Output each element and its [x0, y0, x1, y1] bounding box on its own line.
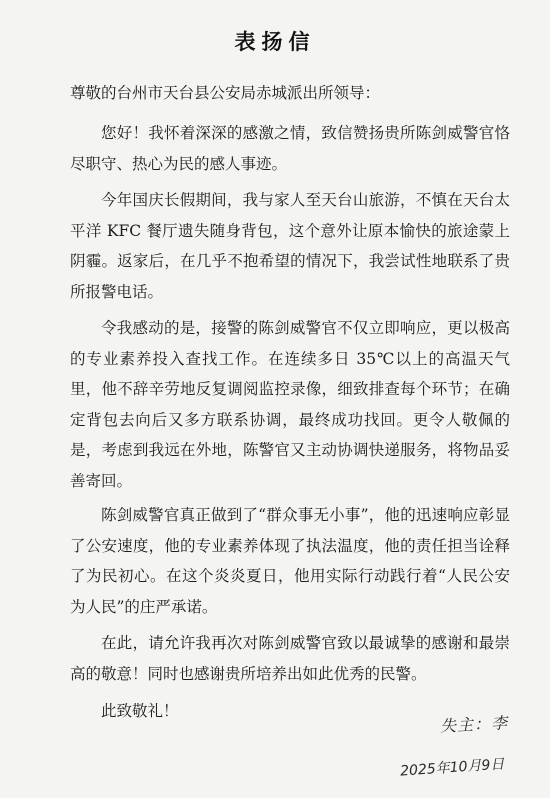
handwritten-date: 2025年10月9日 — [399, 756, 505, 780]
letter-salutation: 尊敬的台州市天台县公安局赤城派出所领导： — [70, 84, 381, 102]
letter-paragraph: 陈剑威警官真正做到了“群众事无小事”，他的迅速响应彰显了公安速度，他的专业素养体现了执法温度，他的责任担当诠释了为民初心。在这个炎炎夏日，他用实际行动践行着“人民公安为人民”的庄严承诺。 — [70, 506, 510, 616]
letter-paragraph: 您好！我怀着深深的感激之情，致信赞扬贵所陈剑威警官恪尽职守、热心为民的感人事迹。 — [70, 124, 510, 173]
letter-closing: 此致敬礼！ — [101, 702, 179, 720]
handwritten-signature: 失主：李 — [439, 713, 509, 736]
letter-title: 表扬信 — [234, 29, 316, 54]
letter-paragraph: 令我感动的是，接警的陈剑威警官不仅立即响应，更以极高的专业素养投入查找工作。在连续多日 35℃以上的高温天气里，他不辞辛劳地反复调阅监控录像，细致排查每个环节；在确定背包去向后又多方联系协调，最终成功找回。更令人敬佩的是，考虑到我远在外地，陈警官又主动协调快递服务，将物品妥善寄回。 — [70, 319, 510, 490]
letter-paragraph: 在此，请允许我再次对陈剑威警官致以最诚挚的感谢和最崇高的敬意！同时也感谢贵所培养出如此优秀的民警。 — [70, 634, 510, 683]
letter-paragraph: 今年国庆长假期间，我与家人至天台山旅游，不慎在天台太平洋 KFC 餐厅遗失随身背包，这个意外让原本愉快的旅途蒙上阴霾。返家后，在几乎不抱希望的情况下，我尝试性地联系了贵所报警电话。 — [70, 191, 510, 301]
